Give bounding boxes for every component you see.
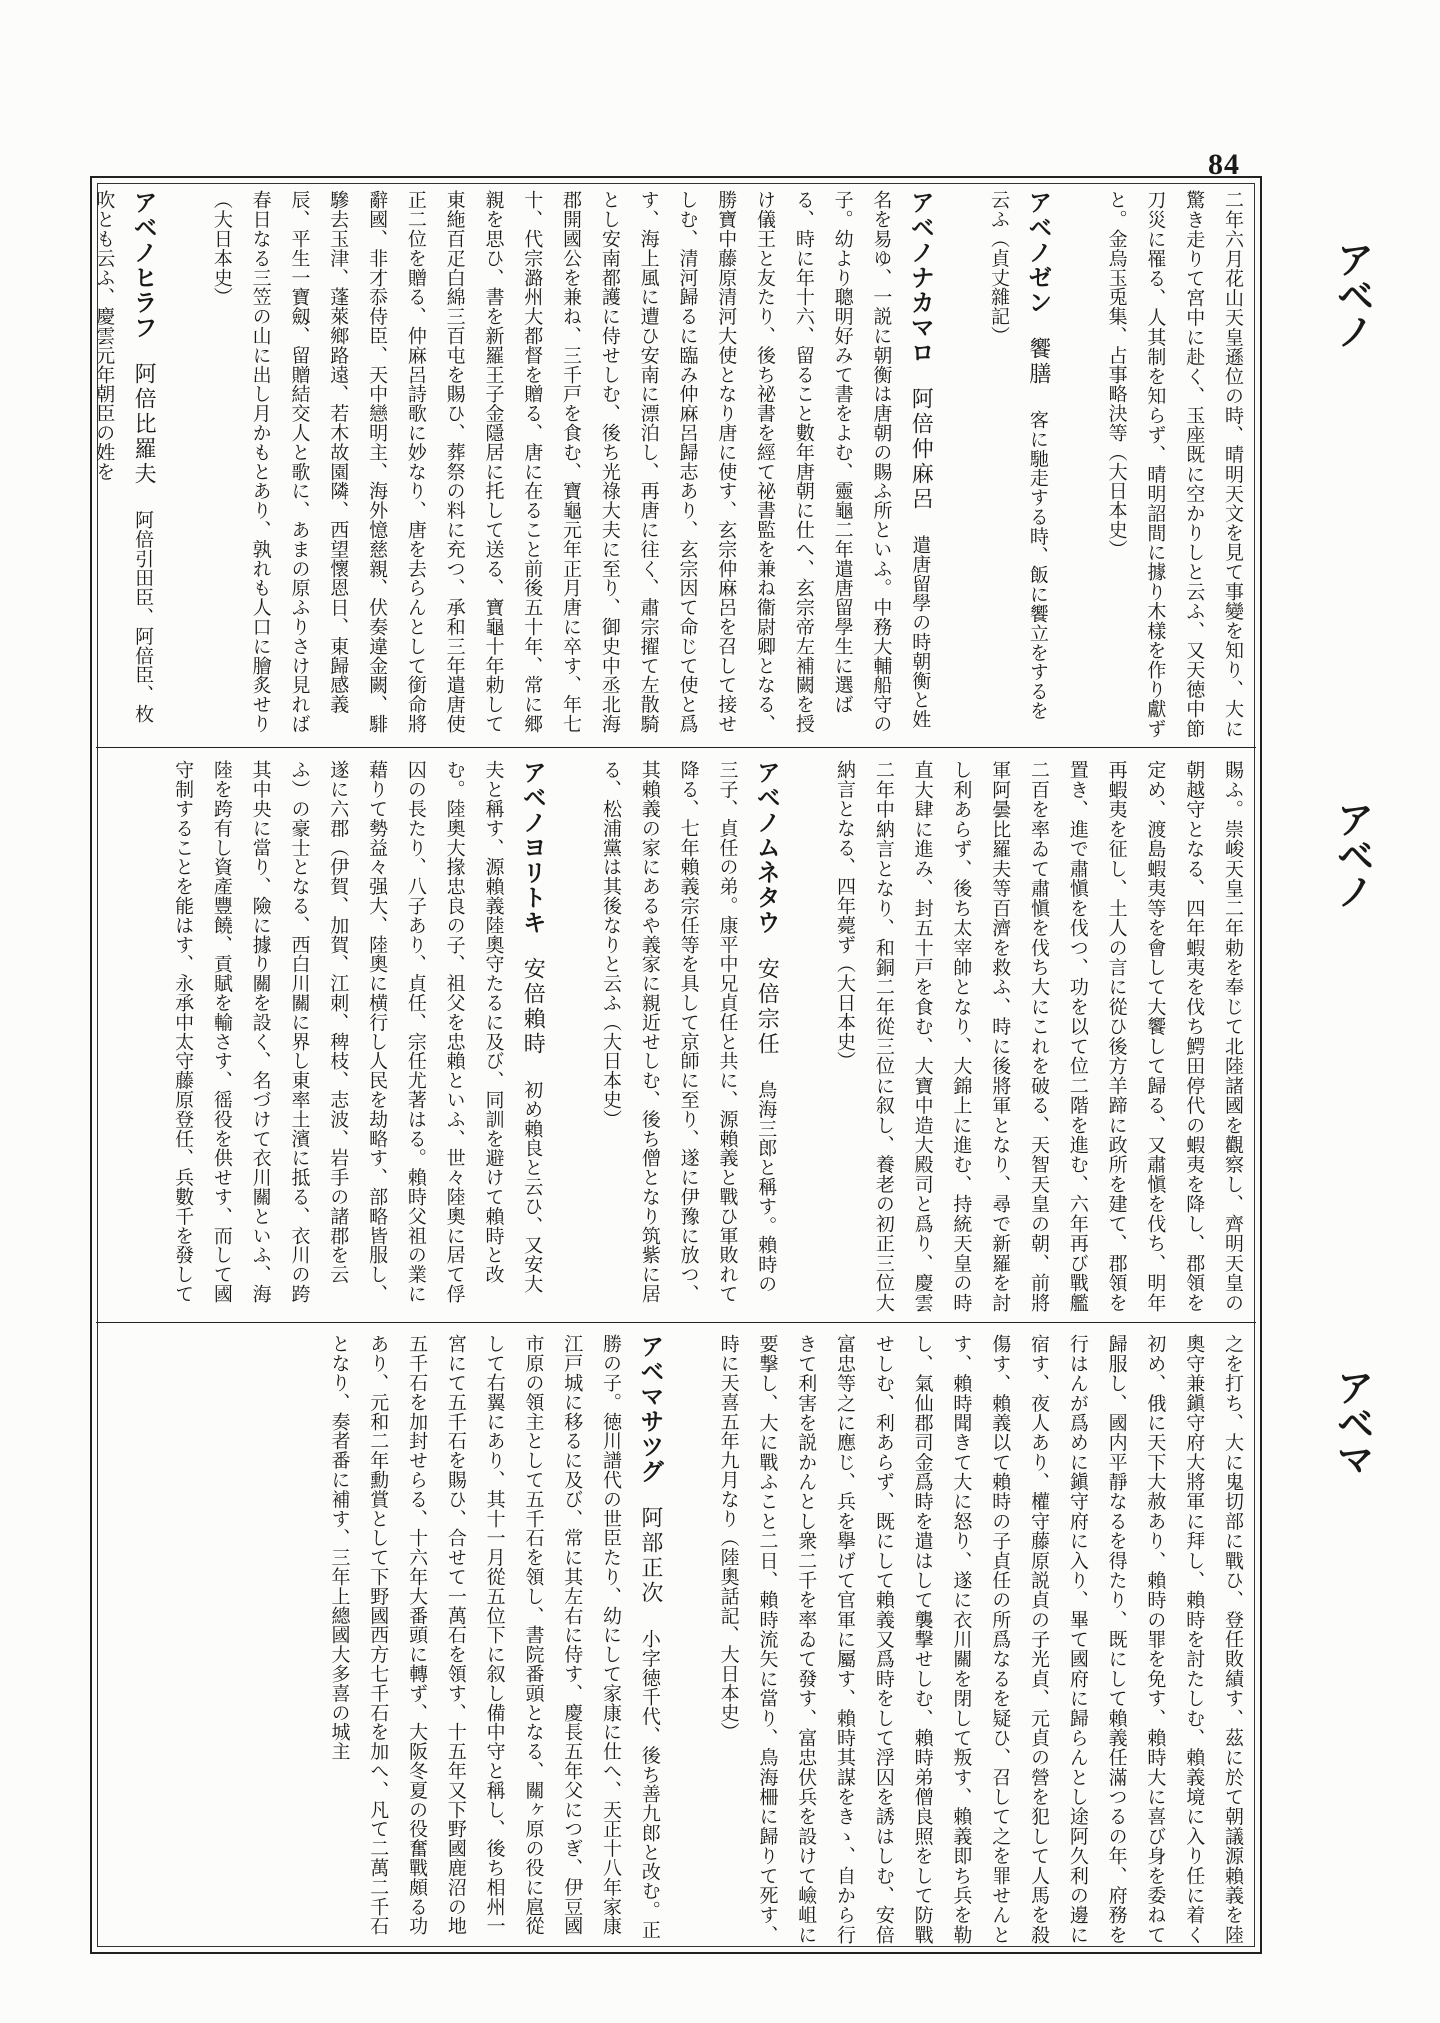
entry-abe-no-nakamaro bbox=[202, 190, 979, 738]
entry-body: 客に馳走する時、飯に饗立をするを云ふ（貞丈雜記） bbox=[988, 190, 1049, 721]
tier-3 bbox=[100, 1334, 1252, 1944]
entry-kanji-name: 阿倍仲麻呂 bbox=[908, 387, 934, 513]
running-head-top: アベノ bbox=[1330, 240, 1374, 348]
entry-body: 遣唐留學の時朝衡と姓名を易ゆ、一説に朝衡は唐朝の賜ふ所といふ。中務大輔船守の子。幼より聰明好みて書をよむ、靈龜二年遣唐留學生に選ばる、時に年十六、留ること數年唐朝に仕へ、玄宗帝左補闕を授け儀王と友たり、後ち祕書を經て祕書監を兼ね衞尉卿となる、勝寶中藤原清河大使となり唐に使す、玄宗仲麻呂を召して接せしむ、清河歸るに臨み仲麻呂歸志あり、玄宗因て命じて使と爲す、海上風に遭ひ安南に漂泊し、再唐に往く、肅宗擢て左散騎とし安南都護に侍せしむ、後ち光祿大夫に至り、御史中丞北海郡開國公を兼ね、三千戸を食む、寶龜元年正月唐に卒す、年七十、代宗潞州大都督を贈る、唐に在ること前後五十年、常に郷親を思ひ、書を新羅王子金隱居に托して送る、寶龜十年勅して東絁百疋白綿三百屯を賜ひ、葬祭の料に充つ、承和三年遣唐使正二位を贈る、仲麻呂詩歌に妙なり、唐を去らんとして銜命將辭國、非才忝侍臣、天中戀明主、海外憶慈親、伏奏違金闕、騑驂去玉津、蓬萊鄉路遠、若木故園隣、西望懷恩日、東歸感義辰、平生一寶劔、留贈結交人と歌に、あまの原ふりさけ見れば春日なる三笠の山に出し月かもとあり、孰れも人口に膾炙せり（大日本史） bbox=[210, 190, 932, 734]
tier-2 bbox=[100, 760, 1252, 1312]
tier-rule-1 bbox=[96, 747, 1256, 748]
entry-headword: アベノヨリトキ bbox=[518, 760, 547, 935]
running-head-bottom: アベマ bbox=[1330, 1368, 1374, 1476]
entry-headword: アベノナカマロ bbox=[906, 190, 935, 365]
page-number: 84 bbox=[1208, 148, 1240, 181]
entry-kanji-name: 阿倍比羅夫 bbox=[131, 362, 157, 488]
entry-headword: アベノムネタウ bbox=[752, 760, 781, 935]
running-head-middle: アベノ bbox=[1330, 800, 1374, 908]
entry-abe-no-zen bbox=[979, 190, 1097, 738]
tier-1 bbox=[93, 190, 1252, 738]
entry-kanji-name: 安倍賴時 bbox=[520, 957, 546, 1058]
entry-body: 小字徳千代、後ち善九郎と改む。正勝の子。徳川譜代の世臣たり、幼にして家康に仕へ、天正十八年家康江戸城に移るに及び、常に其左右に侍す、慶長五年父につぎ、伊豆國市原の領主として五千石を領し、書院番頭となる、關ヶ原の役に扈從して右翼にあり、其十一月從五位下に叙し備中守と稱し、後ち相州一宮にて五千石を賜ひ、合せて一萬石を領す、十五年又下野國鹿沼の地五千石を加封せらる、十六年大番頭に轉ず、大阪冬夏の役奮戰頗る功あり、元和二年勳賞として下野國西方七千石を加へ、凡て二萬二千石となり、奏者番に補す、三年上總國大多喜の城主 bbox=[328, 1334, 661, 1940]
entry-abe-no-munetou bbox=[591, 760, 825, 1312]
entry-continuation bbox=[825, 760, 1252, 1312]
entry-continuation bbox=[709, 1334, 1252, 1944]
entry-continuation bbox=[1097, 190, 1252, 738]
entry-kanji-name: 饗膳 bbox=[1025, 337, 1051, 388]
entry-kanji-name: 安倍宗任 bbox=[754, 957, 780, 1058]
entry-abe-no-yoritoki bbox=[163, 760, 591, 1312]
entry-body: 二年六月花山天皇遜位の時、晴明天文を見て事變を知り、大に驚き走りて宮中に赴く、玉座既に空かりしと云ふ、又天徳中節刀災に罹る、人其制を知らず、晴明詔間に據り木樣を作り獻ずと。金烏玉兎集、占事略決等（大日本史） bbox=[1105, 190, 1244, 738]
entry-body: 阿倍引田臣、阿倍臣、枚吹とも云ふ、慶雲元年朝臣の姓を bbox=[93, 190, 155, 724]
tier-rule-2 bbox=[96, 1322, 1256, 1323]
entry-headword: アベマサツグ bbox=[635, 1334, 664, 1484]
entry-body: 鳥海三郎と稱す。賴時の三子、貞任の弟。康平中兄貞任と共に、源賴義と戰ひ軍敗れて降る、七年賴義宗任等を具して京師に至り、遂に伊豫に放つ、其賴義の家にあるや義家に親近せしむ、後ち僧となり筑紫に居る、松浦黨は其後なりと云ふ（大日本史） bbox=[600, 760, 778, 1304]
entry-headword: アベノゼン bbox=[1023, 190, 1052, 315]
entry-body: 賜ふ。崇峻天皇二年勅を奉じて北陸諸國を觀察し、齊明天皇の朝越守となる、四年蝦夷を伐ち鰐田停代の蝦夷を降し、郡領を定め、渡島蝦夷等を會して大饗して歸る、又肅愼を伐ち、明年再蝦夷を征し、土人の言に從ひ後方羊蹄に政所を建て、郡領を置き、進で肅愼を伐つ、功を以て位二階を進む、六年再び戰艦二百を率ゐて肅愼を伐ち大にこれを破る、天智天皇の朝、前將軍阿曇比羅夫等百濟を救ふ、時に後將軍となり、尋で新羅を討し利あらず、後ち太宰帥となり、大錦上に進む、持統天皇の時直大肆に進み、封五十戸を食む、大寶中造大殿司と爲り、慶雲二年中納言となり、和銅二年從三位に叙し、養老の初正三位大納言となる、四年薨ず（大日本史） bbox=[834, 760, 1244, 1312]
entry-abe-no-hirafu bbox=[84, 190, 202, 738]
entry-headword: アベノヒラフ bbox=[129, 190, 158, 340]
entry-abe-masatsugu bbox=[320, 1334, 709, 1944]
entry-body: 初め賴良と云ひ、又安大夫と稱す、源賴義陸奧守たるに及び、同訓を避けて賴時と改む。陸奧大掾忠良の子、祖父を忠賴といふ、世々陸奧に居て俘囚の長たり、八子あり、貞任、宗任尤著はる。賴時父祖の業に藉りて勢益々强大、陸奧に横行し人民を劫略す、部略皆服し、遂に六郡（伊賀、加賀、江刺、稗枝、志波、岩手の諸郡を云ふ）の豪士となる、西白川關に界し東率土濱に抵る、衣川の跨其中央に當り、險に據り關を設く、名づけて衣川關といふ、海陸を跨有し資產豐饒、貢賦を輸さす、徭役を供せす、而して國守制することを能はす、永承中太守藤原登任、兵數千を發して bbox=[172, 760, 544, 1304]
entry-kanji-name: 阿部正次 bbox=[637, 1506, 663, 1607]
entry-body: 之を打ち、大に鬼切部に戰ひ、登任敗績す、茲に於て朝議源賴義を陸奧守兼鎭守府大將軍に拜し、賴時を討たしむ、賴義境に入り任に着く初め、俄に天下大赦あり、賴時の罪を免す、賴時大に喜び身を委ねて歸服し、國内平靜なるを得たり、既にして賴義任滿つるの年、府務を行はんが爲めに鎭守府に入り、畢て國府に歸らんとし途阿久利の邊に宿す、夜人あり、權守藤原説貞の子光貞、元貞の營を犯して人馬を殺傷す、賴義以て賴時の子貞任の所爲なるを疑ひ、召して之を罪せんとす、賴時聞きて大に怒り、遂に衣川關を閉して叛す、賴義即ち兵を勒し、氣仙郡司金爲時を遣はして襲撃せしむ、賴時弟僧良照をして防戰せしむ、利あらず、既にして賴義又爲時をして浮囚を誘はしむ、安倍富忠等之に應じ、兵を擧げて官軍に屬す、賴時其謀をきゝ、自から行きて利害を説かんとし衆二千を率ゐて發す、富忠伏兵を設けて嶮岨に要撃し、大に戰ふこと二日、賴時流矢に當り、鳥海柵に歸りて死す、時に天喜五年九月なり（陸奧話記、大日本史） bbox=[717, 1334, 1244, 1944]
